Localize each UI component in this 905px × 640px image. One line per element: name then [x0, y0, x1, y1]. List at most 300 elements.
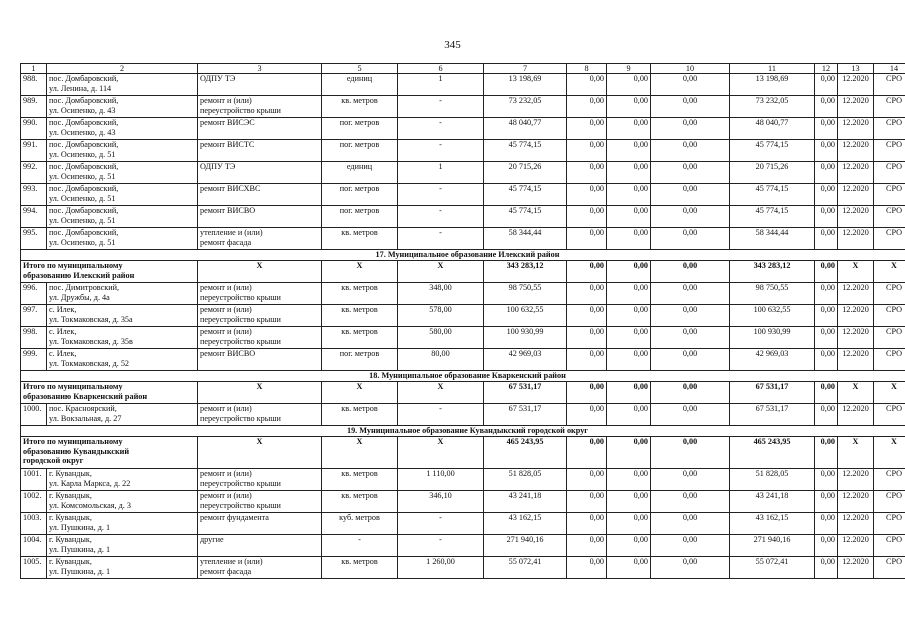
work-type-cell: [198, 74, 322, 96]
cell-line: ремонт и (или): [200, 404, 252, 413]
table-row: [21, 228, 905, 250]
total-col-5: X: [322, 261, 398, 283]
address-cell: [47, 206, 198, 228]
cell-line: г. Кувандык,: [49, 491, 92, 500]
total-col-14: X: [874, 382, 905, 404]
col-12-cell: 0,00: [815, 404, 838, 426]
cell-line: ремонт ВИСХВС: [200, 184, 261, 193]
cell-line: ул. Осипенко, д. 51: [49, 215, 116, 225]
method-cell: СРО: [874, 96, 905, 118]
column-header: 14: [874, 64, 905, 74]
unit-cell: пог. метров: [322, 206, 398, 228]
cost-total-cell: 271 940,16: [484, 535, 567, 557]
unit-cell: кв. метров: [322, 404, 398, 426]
cell-line: переустройство крыши: [200, 336, 281, 346]
cell-line: ремонт и (или): [200, 96, 252, 105]
cell-line: г. Кувандык,: [49, 469, 92, 478]
col-9-cell: 0,00: [607, 74, 651, 96]
deadline-cell: 12.2020: [838, 349, 874, 371]
quantity-cell: 1: [398, 162, 484, 184]
col-8-cell: 0,00: [567, 513, 607, 535]
address-cell: [47, 491, 198, 513]
cost-total-cell: 45 774,15: [484, 184, 567, 206]
table-row: [21, 491, 905, 513]
col-9-cell: 0,00: [607, 404, 651, 426]
total-col-10: 0,00: [651, 437, 730, 469]
quantity-cell: -: [398, 228, 484, 250]
unit-cell: пог. метров: [322, 349, 398, 371]
quantity-cell: -: [398, 118, 484, 140]
cell-line: переустройство крыши: [200, 500, 281, 510]
col-10-cell: 0,00: [651, 404, 730, 426]
method-cell: СРО: [874, 557, 905, 579]
work-type-cell: [198, 96, 322, 118]
col-8-cell: 0,00: [567, 557, 607, 579]
cell-line: ул. Осипенко, д. 51: [49, 149, 116, 159]
quantity-cell: -: [398, 140, 484, 162]
table-row: [21, 283, 905, 305]
unit-cell: пог. метров: [322, 118, 398, 140]
col-9-cell: 0,00: [607, 162, 651, 184]
work-type-cell: [198, 469, 322, 491]
cell-line: ремонт фундамента: [200, 513, 269, 522]
cell-line: ремонт фасада: [200, 566, 252, 576]
col-11-cell: 13 198,69: [730, 74, 815, 96]
section-title: 17. Муниципальное образование Илекский район: [21, 250, 905, 261]
row-number: 1000.: [21, 404, 47, 426]
work-type-cell: [198, 404, 322, 426]
deadline-cell: 12.2020: [838, 491, 874, 513]
work-type-cell: [198, 140, 322, 162]
table-row: [21, 557, 905, 579]
address-cell: [47, 184, 198, 206]
cell-line: переустройство крыши: [200, 105, 281, 115]
row-number: 1001.: [21, 469, 47, 491]
deadline-cell: 12.2020: [838, 305, 874, 327]
address-cell: [47, 283, 198, 305]
row-number: 999.: [21, 349, 47, 371]
cell-line: ул. Токмаковская, д. 52: [49, 358, 130, 368]
cell-line: ул. Осипенко, д. 51: [49, 237, 116, 247]
col-9-cell: 0,00: [607, 305, 651, 327]
col-9-cell: 0,00: [607, 283, 651, 305]
cell-line: пос. Домбаровский,: [49, 140, 119, 149]
col-11-cell: 271 940,16: [730, 535, 815, 557]
col-9-cell: 0,00: [607, 140, 651, 162]
work-type-cell: [198, 283, 322, 305]
address-cell: [47, 74, 198, 96]
column-header: 6: [398, 64, 484, 74]
unit-cell: пог. метров: [322, 140, 398, 162]
cell-line: с. Илек,: [49, 349, 77, 358]
address-cell: [47, 513, 198, 535]
total-col-10: 0,00: [651, 261, 730, 283]
col-10-cell: 0,00: [651, 469, 730, 491]
address-cell: [47, 349, 198, 371]
col-12-cell: 0,00: [815, 557, 838, 579]
col-11-cell: 73 232,05: [730, 96, 815, 118]
address-cell: [47, 162, 198, 184]
col-12-cell: 0,00: [815, 535, 838, 557]
cell-line: образованию Кваркенский район: [23, 391, 148, 401]
total-col-13: X: [838, 437, 874, 469]
cell-line: пос. Домбаровский,: [49, 118, 119, 127]
total-col-3: X: [198, 382, 322, 404]
cost-total-cell: 42 969,03: [484, 349, 567, 371]
cell-line: пос. Домбаровский,: [49, 228, 119, 237]
cell-line: городской округ: [23, 456, 84, 466]
deadline-cell: 12.2020: [838, 557, 874, 579]
cell-line: ОДПУ ТЭ: [200, 162, 236, 171]
cell-line: ремонт и (или): [200, 283, 252, 292]
col-8-cell: 0,00: [567, 327, 607, 349]
col-9-cell: 0,00: [607, 535, 651, 557]
col-10-cell: 0,00: [651, 162, 730, 184]
total-col-9: 0,00: [607, 261, 651, 283]
column-header: 7: [484, 64, 567, 74]
total-col-11: 465 243,95: [730, 437, 815, 469]
column-header: 2: [47, 64, 198, 74]
deadline-cell: 12.2020: [838, 140, 874, 162]
section-row: [21, 250, 905, 261]
column-header: 8: [567, 64, 607, 74]
cell-line: ремонт ВИСВО: [200, 206, 256, 215]
cost-total-cell: 43 241,18: [484, 491, 567, 513]
col-12-cell: 0,00: [815, 469, 838, 491]
total-label: [21, 382, 198, 404]
col-12-cell: 0,00: [815, 206, 838, 228]
deadline-cell: 12.2020: [838, 162, 874, 184]
col-11-cell: 100 632,55: [730, 305, 815, 327]
cell-line: ул. Осипенко, д. 51: [49, 171, 116, 181]
total-col-3: X: [198, 437, 322, 469]
cell-line: ремонт ВИСВО: [200, 349, 256, 358]
cell-line: пос. Домбаровский,: [49, 96, 119, 105]
col-8-cell: 0,00: [567, 349, 607, 371]
row-number: 1002.: [21, 491, 47, 513]
col-10-cell: 0,00: [651, 118, 730, 140]
cell-line: г. Кувандык,: [49, 557, 92, 566]
total-col-8: 0,00: [567, 261, 607, 283]
col-8-cell: 0,00: [567, 96, 607, 118]
col-12-cell: 0,00: [815, 74, 838, 96]
cell-line: переустройство крыши: [200, 292, 281, 302]
table-row: [21, 469, 905, 491]
col-9-cell: 0,00: [607, 184, 651, 206]
table-row: [21, 162, 905, 184]
cell-line: переустройство крыши: [200, 478, 281, 488]
col-12-cell: 0,00: [815, 305, 838, 327]
col-11-cell: 20 715,26: [730, 162, 815, 184]
total-col-14: X: [874, 261, 905, 283]
col-9-cell: 0,00: [607, 513, 651, 535]
col-9-cell: 0,00: [607, 557, 651, 579]
method-cell: СРО: [874, 535, 905, 557]
cell-line: утепление и (или): [200, 228, 263, 237]
row-number: 996.: [21, 283, 47, 305]
method-cell: СРО: [874, 513, 905, 535]
cell-line: ул. Осипенко, д. 43: [49, 127, 116, 137]
cost-total-cell: 58 344,44: [484, 228, 567, 250]
cost-total-cell: 51 828,05: [484, 469, 567, 491]
unit-cell: кв. метров: [322, 469, 398, 491]
row-number: 992.: [21, 162, 47, 184]
unit-cell: куб. метров: [322, 513, 398, 535]
col-12-cell: 0,00: [815, 228, 838, 250]
table-row: [21, 327, 905, 349]
cell-line: ремонт и (или): [200, 305, 252, 314]
cell-line: пос. Димитровский,: [49, 283, 120, 292]
cell-line: ул. Ленина, д. 114: [49, 83, 112, 93]
col-12-cell: 0,00: [815, 140, 838, 162]
quantity-cell: 1: [398, 74, 484, 96]
col-8-cell: 0,00: [567, 404, 607, 426]
deadline-cell: 12.2020: [838, 206, 874, 228]
work-type-cell: [198, 184, 322, 206]
col-12-cell: 0,00: [815, 327, 838, 349]
address-cell: [47, 305, 198, 327]
unit-cell: кв. метров: [322, 228, 398, 250]
quantity-cell: -: [398, 535, 484, 557]
address-cell: [47, 557, 198, 579]
col-9-cell: 0,00: [607, 327, 651, 349]
cell-line: Итого по муниципальному: [23, 261, 123, 270]
unit-cell: кв. метров: [322, 491, 398, 513]
deadline-cell: 12.2020: [838, 74, 874, 96]
deadline-cell: 12.2020: [838, 96, 874, 118]
work-type-cell: [198, 118, 322, 140]
col-10-cell: 0,00: [651, 74, 730, 96]
total-label: [21, 437, 198, 469]
quantity-cell: -: [398, 206, 484, 228]
method-cell: СРО: [874, 118, 905, 140]
total-row: [21, 437, 905, 469]
cell-line: ОДПУ ТЭ: [200, 74, 236, 83]
total-col-13: X: [838, 382, 874, 404]
col-11-cell: 43 162,15: [730, 513, 815, 535]
address-cell: [47, 327, 198, 349]
work-type-cell: [198, 557, 322, 579]
unit-cell: пог. метров: [322, 184, 398, 206]
total-col-9: 0,00: [607, 437, 651, 469]
col-9-cell: 0,00: [607, 469, 651, 491]
method-cell: СРО: [874, 162, 905, 184]
method-cell: СРО: [874, 140, 905, 162]
row-number: 1003.: [21, 513, 47, 535]
table-row: [21, 184, 905, 206]
cell-line: пос. Домбаровский,: [49, 184, 119, 193]
cost-total-cell: 43 162,15: [484, 513, 567, 535]
work-type-cell: [198, 327, 322, 349]
cost-total-cell: 13 198,69: [484, 74, 567, 96]
deadline-cell: 12.2020: [838, 327, 874, 349]
cell-line: пос. Красноярский,: [49, 404, 117, 413]
cell-line: Итого по муниципальному: [23, 437, 123, 446]
method-cell: СРО: [874, 349, 905, 371]
section-title: 18. Муниципальное образование Кваркенский район: [21, 371, 905, 382]
cell-line: Итого по муниципальному: [23, 382, 123, 391]
cost-total-cell: 20 715,26: [484, 162, 567, 184]
table-row: [21, 118, 905, 140]
cell-line: г. Кувандык,: [49, 535, 92, 544]
quantity-cell: -: [398, 513, 484, 535]
work-type-cell: [198, 228, 322, 250]
method-cell: СРО: [874, 469, 905, 491]
total-col-6: X: [398, 437, 484, 469]
cell-line: ремонт и (или): [200, 469, 252, 478]
deadline-cell: 12.2020: [838, 283, 874, 305]
cell-line: другие: [200, 535, 224, 544]
section-row: [21, 426, 905, 437]
total-col-7: 343 283,12: [484, 261, 567, 283]
cell-line: ул. Пушкина, д. 1: [49, 566, 111, 576]
total-col-12: 0,00: [815, 382, 838, 404]
quantity-cell: 1 110,00: [398, 469, 484, 491]
col-8-cell: 0,00: [567, 184, 607, 206]
section-title: 19. Муниципальное образование Кувандыкский городской округ: [21, 426, 905, 437]
row-number: 997.: [21, 305, 47, 327]
quantity-cell: -: [398, 404, 484, 426]
cell-line: г. Кувандык,: [49, 513, 92, 522]
total-col-7: 67 531,17: [484, 382, 567, 404]
col-9-cell: 0,00: [607, 491, 651, 513]
quantity-cell: 346,10: [398, 491, 484, 513]
col-8-cell: 0,00: [567, 74, 607, 96]
table-row: [21, 206, 905, 228]
total-row: [21, 261, 905, 283]
unit-cell: кв. метров: [322, 96, 398, 118]
quantity-cell: 578,00: [398, 305, 484, 327]
cost-total-cell: 98 750,55: [484, 283, 567, 305]
table-row: [21, 140, 905, 162]
col-12-cell: 0,00: [815, 513, 838, 535]
page-number: 345: [444, 39, 461, 51]
col-11-cell: 43 241,18: [730, 491, 815, 513]
col-10-cell: 0,00: [651, 327, 730, 349]
cell-line: ремонт фасада: [200, 237, 252, 247]
cell-line: пос. Домбаровский,: [49, 162, 119, 171]
total-col-11: 67 531,17: [730, 382, 815, 404]
quantity-cell: 1 260,00: [398, 557, 484, 579]
work-type-cell: [198, 305, 322, 327]
address-cell: [47, 469, 198, 491]
col-8-cell: 0,00: [567, 206, 607, 228]
column-header: 12: [815, 64, 838, 74]
cell-line: ул. Пушкина, д. 1: [49, 544, 111, 554]
total-col-3: X: [198, 261, 322, 283]
method-cell: СРО: [874, 228, 905, 250]
total-col-12: 0,00: [815, 261, 838, 283]
unit-cell: кв. метров: [322, 283, 398, 305]
col-10-cell: 0,00: [651, 349, 730, 371]
cost-total-cell: 45 774,15: [484, 140, 567, 162]
col-10-cell: 0,00: [651, 557, 730, 579]
col-8-cell: 0,00: [567, 535, 607, 557]
table-body: [21, 64, 905, 579]
cost-total-cell: 100 930,99: [484, 327, 567, 349]
cell-line: пос. Домбаровский,: [49, 206, 119, 215]
method-cell: СРО: [874, 305, 905, 327]
row-number: 1004.: [21, 535, 47, 557]
cell-line: утепление и (или): [200, 557, 263, 566]
deadline-cell: 12.2020: [838, 118, 874, 140]
col-9-cell: 0,00: [607, 96, 651, 118]
col-11-cell: 51 828,05: [730, 469, 815, 491]
row-number: 994.: [21, 206, 47, 228]
col-10-cell: 0,00: [651, 206, 730, 228]
cell-line: ул. Вокзальная, д. 27: [49, 413, 122, 423]
cell-line: ремонт и (или): [200, 327, 252, 336]
work-type-cell: [198, 162, 322, 184]
row-number: 988.: [21, 74, 47, 96]
col-10-cell: 0,00: [651, 513, 730, 535]
col-12-cell: 0,00: [815, 283, 838, 305]
total-col-5: X: [322, 437, 398, 469]
address-cell: [47, 535, 198, 557]
cost-total-cell: 55 072,41: [484, 557, 567, 579]
row-number: 989.: [21, 96, 47, 118]
unit-cell: кв. метров: [322, 557, 398, 579]
col-8-cell: 0,00: [567, 162, 607, 184]
work-type-cell: [198, 513, 322, 535]
deadline-cell: 12.2020: [838, 513, 874, 535]
cell-line: ул. Осипенко, д. 51: [49, 193, 116, 203]
col-10-cell: 0,00: [651, 96, 730, 118]
table-row: [21, 404, 905, 426]
address-cell: [47, 118, 198, 140]
cell-line: ул. Токмаковская, д. 35а: [49, 314, 133, 324]
cell-line: образованию Илекский район: [23, 270, 135, 280]
total-col-9: 0,00: [607, 382, 651, 404]
deadline-cell: 12.2020: [838, 469, 874, 491]
cell-line: образованию Кувандыкский: [23, 446, 130, 456]
column-header: 13: [838, 64, 874, 74]
method-cell: СРО: [874, 404, 905, 426]
cell-line: переустройство крыши: [200, 413, 281, 423]
col-12-cell: 0,00: [815, 162, 838, 184]
deadline-cell: 12.2020: [838, 404, 874, 426]
total-label: [21, 261, 198, 283]
unit-cell: кв. метров: [322, 327, 398, 349]
col-12-cell: 0,00: [815, 349, 838, 371]
col-12-cell: 0,00: [815, 491, 838, 513]
cell-line: ул. Дружбы, д. 4а: [49, 292, 110, 302]
unit-cell: -: [322, 535, 398, 557]
method-cell: СРО: [874, 74, 905, 96]
address-cell: [47, 404, 198, 426]
col-11-cell: 67 531,17: [730, 404, 815, 426]
deadline-cell: 12.2020: [838, 535, 874, 557]
col-11-cell: 45 774,15: [730, 140, 815, 162]
column-header: 1: [21, 64, 47, 74]
cell-line: ул. Комсомольская, д. 3: [49, 500, 131, 510]
col-11-cell: 55 072,41: [730, 557, 815, 579]
cell-line: ул. Осипенко, д. 43: [49, 105, 116, 115]
quantity-cell: 80,00: [398, 349, 484, 371]
col-10-cell: 0,00: [651, 228, 730, 250]
table-row: [21, 96, 905, 118]
section-row: [21, 371, 905, 382]
col-11-cell: 45 774,15: [730, 206, 815, 228]
total-col-6: X: [398, 382, 484, 404]
total-col-8: 0,00: [567, 382, 607, 404]
quantity-cell: -: [398, 96, 484, 118]
cell-line: ремонт и (или): [200, 491, 252, 500]
table-row: [21, 513, 905, 535]
cell-line: ремонт ВИСТС: [200, 140, 255, 149]
col-10-cell: 0,00: [651, 305, 730, 327]
col-11-cell: 48 040,77: [730, 118, 815, 140]
